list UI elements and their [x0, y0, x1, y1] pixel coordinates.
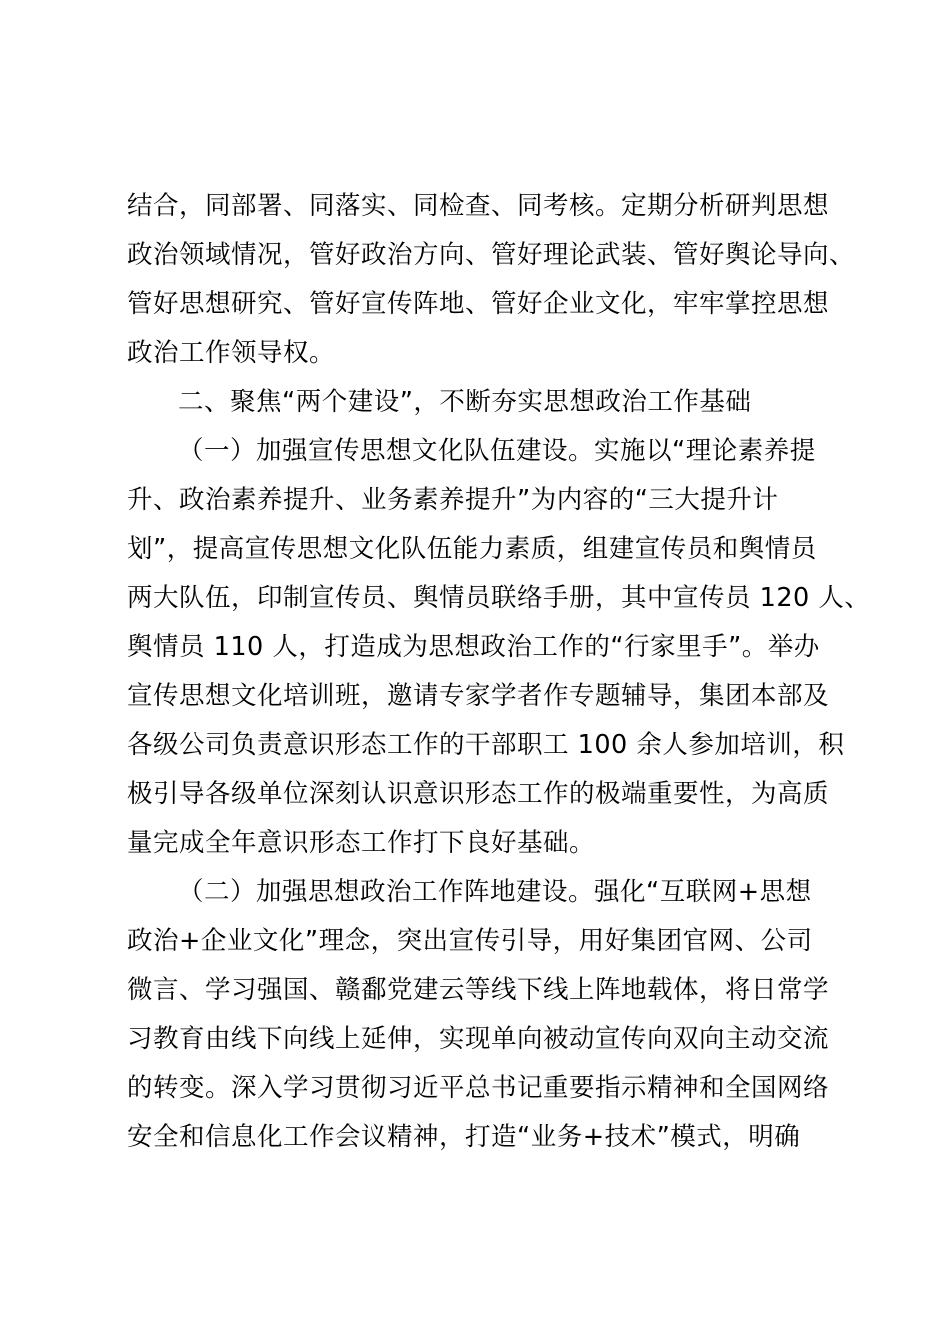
text-line: 习教育由线下向线上延伸，实现单向被动宣传向双向主动交流	[127, 1024, 830, 1054]
section-heading: 二、聚焦“两个建设”，不断夯实思想政治工作基础	[178, 387, 752, 417]
text-line: 宣传思想文化培训班，邀请专家学者作专题辅导，集团本部及	[127, 681, 830, 711]
text-line: 划”，提高宣传思想文化队伍能力素质，组建宣传员和舆情员	[127, 534, 817, 564]
text-line: 舆情员 110 人，打造成为思想政治工作的“行家里手”。举办	[127, 632, 820, 662]
paragraph-start-line: （二）加强思想政治工作阵地建设。强化“互联网+思想	[178, 877, 812, 907]
paragraph-start-line: （一）加强宣传思想文化队伍建设。实施以“理论素养提	[178, 436, 816, 466]
text-line: 量完成全年意识形态工作打下良好基础。	[127, 828, 596, 858]
text-line: 政治领域情况，管好政治方向、管好理论武装、管好舆论导向、	[127, 240, 856, 270]
text-line: 结合，同部署、同落实、同检查、同考核。定期分析研判思想	[127, 191, 830, 221]
text-line: 安全和信息化工作会议精神，打造“业务+技术”模式，明确	[127, 1122, 801, 1152]
text-line: 管好思想研究、管好宣传阵地、管好企业文化，牢牢掌控思想	[127, 289, 830, 319]
text-line: 两大队伍，印制宣传员、舆情员联络手册，其中宣传员 120 人、	[127, 583, 871, 613]
text-line: 的转变。深入学习贯彻习近平总书记重要指示精神和全国网络	[127, 1073, 830, 1103]
text-line: 极引导各级单位深刻认识意识形态工作的极端重要性，为高质	[127, 779, 830, 809]
text-line: 升、政治素养提升、业务素养提升”为内容的“三大提升计	[127, 485, 779, 515]
text-line: 政治+企业文化”理念，突出宣传引导，用好集团官网、公司	[127, 926, 813, 956]
text-line: 政治工作领导权。	[127, 338, 336, 368]
text-line: 微言、学习强国、赣鄱党建云等线下线上阵地载体，将日常学	[127, 975, 830, 1005]
document-body	[127, 182, 871, 1162]
text-line: 各级公司负责意识形态工作的干部职工 100 余人参加培训，积	[127, 730, 845, 760]
